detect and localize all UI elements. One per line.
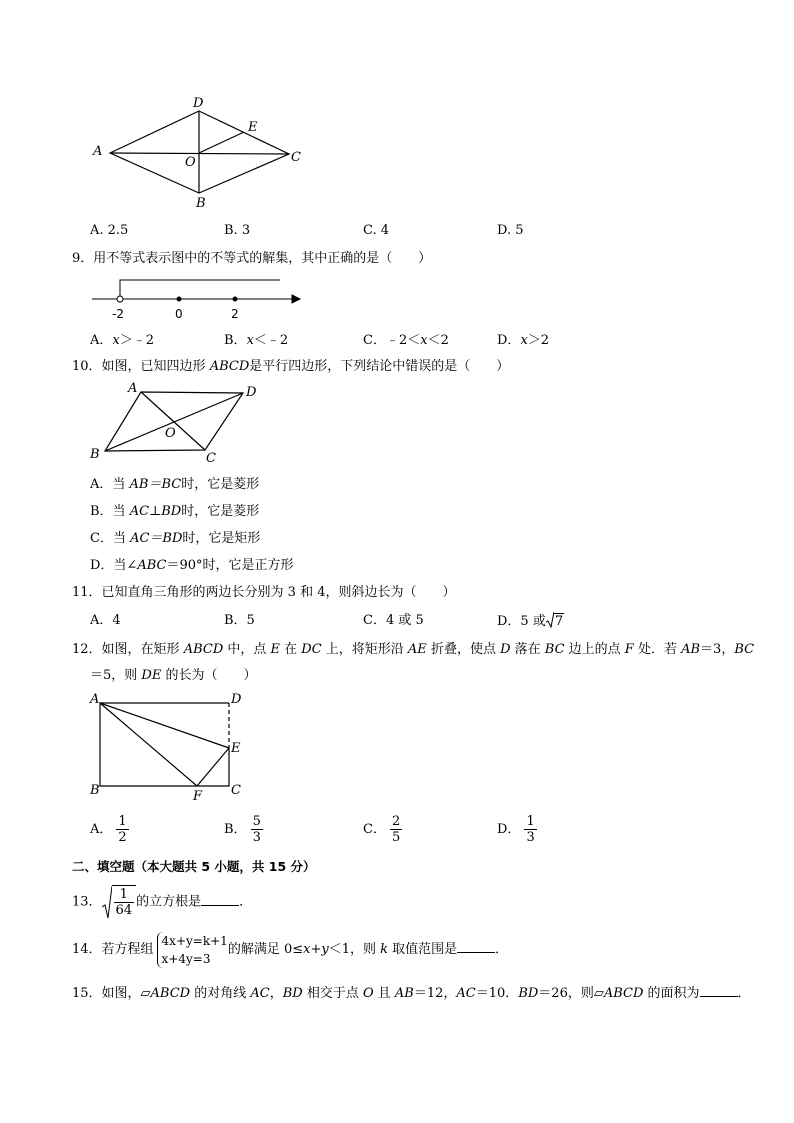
- dot-two: [233, 297, 237, 301]
- q8-option-c: C. 4: [363, 223, 390, 238]
- q8-figure: [85, 95, 315, 215]
- q10-option-a: A．当 AB＝BC时，它是菱形: [90, 477, 260, 492]
- answer-blank[interactable]: [700, 982, 738, 997]
- label-a: A: [90, 692, 100, 707]
- q8-option-b: B. 3: [224, 223, 251, 238]
- radical-sign-icon: [546, 612, 554, 628]
- answer-blank[interactable]: [201, 891, 239, 906]
- q9-number-line: [92, 277, 302, 323]
- sqrt-seven: 7: [546, 612, 564, 631]
- answer-blank[interactable]: [457, 938, 495, 953]
- q12-stem-line2: ＝5，则 DE 的长为（ ）: [90, 668, 257, 683]
- diagonal-ac: [141, 392, 205, 450]
- label-d: D: [193, 96, 204, 111]
- segment-af: [100, 703, 197, 786]
- q10-option-c: C．当 AC＝BD时，它是矩形: [90, 531, 261, 546]
- q13: 13． $\frac{1}{64}$ 的立方根是 ．: [72, 884, 252, 921]
- fraction: $\frac{2}{5}$: [391, 814, 401, 845]
- solution-bracket: [120, 280, 280, 296]
- label-b: B: [90, 783, 100, 798]
- q11-option-a: A．4: [90, 613, 121, 628]
- q11-stem: 11．已知直角三角形的两边长分别为 3 和 4，则斜边长为（ ）: [72, 585, 456, 600]
- label-e: E: [231, 741, 241, 756]
- q12-figure: [86, 690, 256, 805]
- label-c: C: [291, 150, 301, 165]
- label-c: C: [231, 783, 241, 798]
- q10-figure: [88, 382, 268, 466]
- tick-label-minus2: -2: [112, 307, 124, 321]
- q14: 14．若方程组 4x+y=k+1 x+4y=3 的解满足 0≤x+y＜1，则 k 取值范围是 ．: [72, 933, 509, 966]
- q11-option-d: D．5 或 7: [497, 614, 564, 629]
- q12-stem-line1: 12．如图，在矩形 ABCD 中，点 E 在 DC 上，将矩形沿 AE 折叠，使点 D 落在 BC 边上的点 F 处．若 AB＝3，BC: [72, 642, 755, 657]
- label-a: A: [128, 381, 138, 396]
- label-d: D: [246, 385, 257, 400]
- fold-line-ae: [100, 703, 229, 748]
- q9-option-c: C．﹣2＜x＜2: [363, 333, 449, 348]
- dot-zero: [177, 297, 181, 301]
- q12-option-b: B． $\frac{5}{3}$: [224, 814, 261, 845]
- q10-stem: 10．如图，已知四边形 ABCD是平行四边形，下列结论中错误的是（ ）: [72, 359, 510, 374]
- q15: 15．如图，▱ABCD 的对角线 AC，BD 相交于点 O 且 AB＝12，AC＝10．BD＝26，则▱ABCD 的面积为 ．: [72, 982, 751, 1003]
- equation-system: 4x+y=k+1 x+4y=3: [157, 932, 228, 968]
- label-o: O: [165, 426, 176, 441]
- fraction: $\frac{1}{2}$: [118, 814, 127, 845]
- q11-option-c: C．4 或 5: [363, 613, 424, 628]
- q9-option-b: B．x＜﹣2: [224, 333, 289, 348]
- q11-option-b: B．5: [224, 613, 255, 628]
- q9-number-line-svg: [92, 277, 302, 307]
- fraction: $\frac{1}{64}$: [112, 885, 137, 918]
- sqrt-fraction: [102, 884, 137, 920]
- label-o: O: [185, 155, 196, 170]
- fraction: $\frac{5}{3}$: [252, 814, 261, 845]
- q12-option-c: C． $\frac{2}{5}$: [363, 814, 401, 845]
- q8-option-d: D. 5: [497, 223, 524, 238]
- label-f: F: [193, 789, 203, 804]
- radical-sign-icon: [102, 885, 112, 919]
- label-c: C: [206, 451, 216, 466]
- q9-option-a: A．x＞﹣2: [90, 333, 155, 348]
- q10-parallelogram-svg: [88, 382, 268, 466]
- q12-option-d: D． $\frac{1}{3}$: [497, 814, 535, 845]
- section-heading-fill-in: 二、填空题（本大题共 5 小题，共 15 分）: [72, 859, 316, 874]
- q12-option-a: A． $\frac{1}{2}$: [90, 814, 127, 845]
- segment-fe: [197, 748, 229, 786]
- q9-option-d: D．x＞2: [497, 333, 550, 348]
- fraction: $\frac{1}{3}$: [526, 814, 535, 845]
- label-a: A: [93, 144, 103, 159]
- segment-oe: [199, 132, 244, 153]
- label-b: B: [90, 447, 100, 462]
- q9-stem: 9．用不等式表示图中的不等式的解集，其中正确的是（ ）: [72, 251, 432, 266]
- label-b: B: [196, 196, 206, 211]
- open-circle-minus2: [117, 296, 123, 302]
- label-e: E: [248, 120, 258, 135]
- tick-label-2: 2: [231, 307, 239, 321]
- q8-option-a: A. 2.5: [90, 223, 129, 238]
- axis-arrow: [292, 295, 300, 303]
- q10-option-b: B．当 AC⊥BD时，它是菱形: [90, 504, 260, 519]
- rectangle-solid-edges: [100, 703, 229, 786]
- label-d: D: [231, 692, 242, 707]
- q10-option-d: D．当∠ABC＝90°时，它是正方形: [90, 558, 294, 573]
- tick-label-0: 0: [175, 307, 183, 321]
